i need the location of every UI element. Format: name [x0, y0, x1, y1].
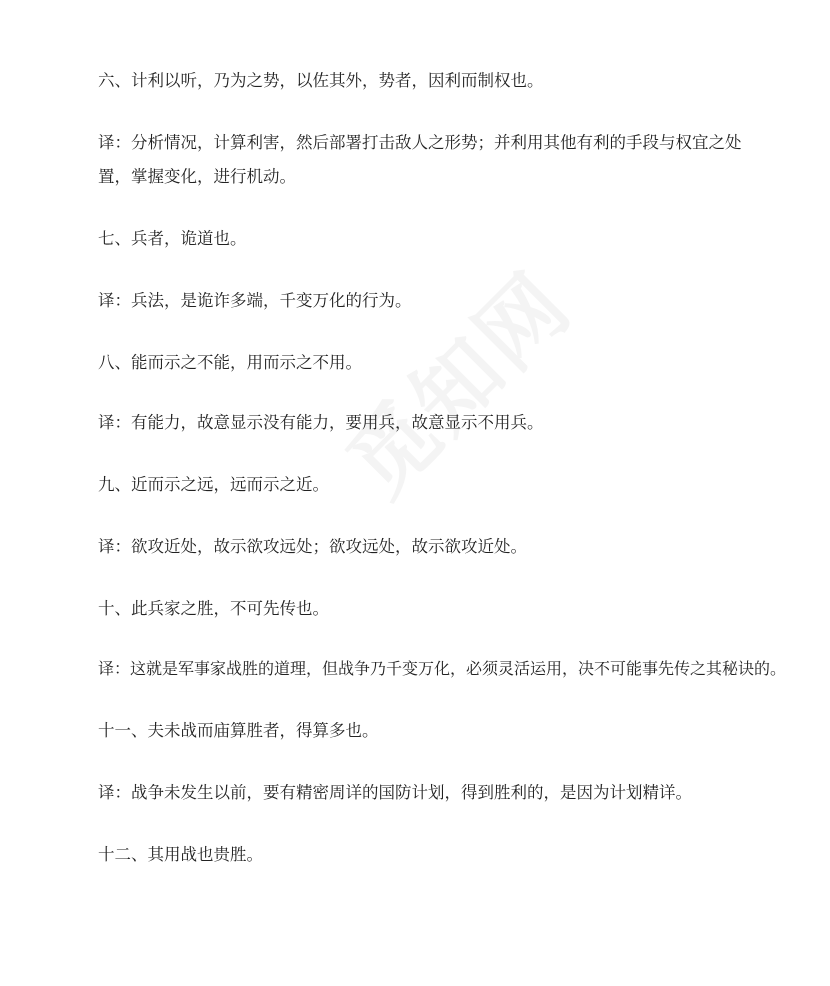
paragraph-6: 六、计利以听，乃为之势，以佐其外，势者，因利而制权也。 — [98, 71, 544, 90]
paragraph-11: 十一、夫未战而庙算胜者，得算多也。 — [98, 721, 379, 740]
translation-6: 译：分析情况，计算利害，然后部署打击敌人之形势；并利用其他有利的手段与权宜之处置，掌握变化，进行机动。 — [98, 133, 742, 186]
translation-9: 译：欲攻近处，故示欲攻远处；欲攻远处，故示欲攻近处。 — [98, 537, 527, 556]
translation-11: 译：战争未发生以前，要有精密周详的国防计划，得到胜利的，是因为计划精详。 — [98, 783, 692, 802]
paragraph-7: 七、兵者，诡道也。 — [98, 229, 247, 248]
paragraph-10: 十、此兵家之胜，不可先传也。 — [98, 599, 329, 618]
translation-7: 译：兵法，是诡诈多端，千变万化的行为。 — [98, 291, 412, 310]
translation-10: 译：这就是军事家战胜的道理，但战争乃千变万化，必须灵活运用，决不可能事先传之其秘诀的。 — [98, 659, 787, 678]
paragraph-9: 九、近而示之远，远而示之近。 — [98, 475, 329, 494]
paragraph-12: 十二、其用战也贵胜。 — [98, 845, 263, 864]
paragraph-8: 八、能而示之不能，用而示之不用。 — [98, 353, 362, 372]
translation-8: 译：有能力，故意显示没有能力，要用兵，故意显示不用兵。 — [98, 413, 544, 432]
